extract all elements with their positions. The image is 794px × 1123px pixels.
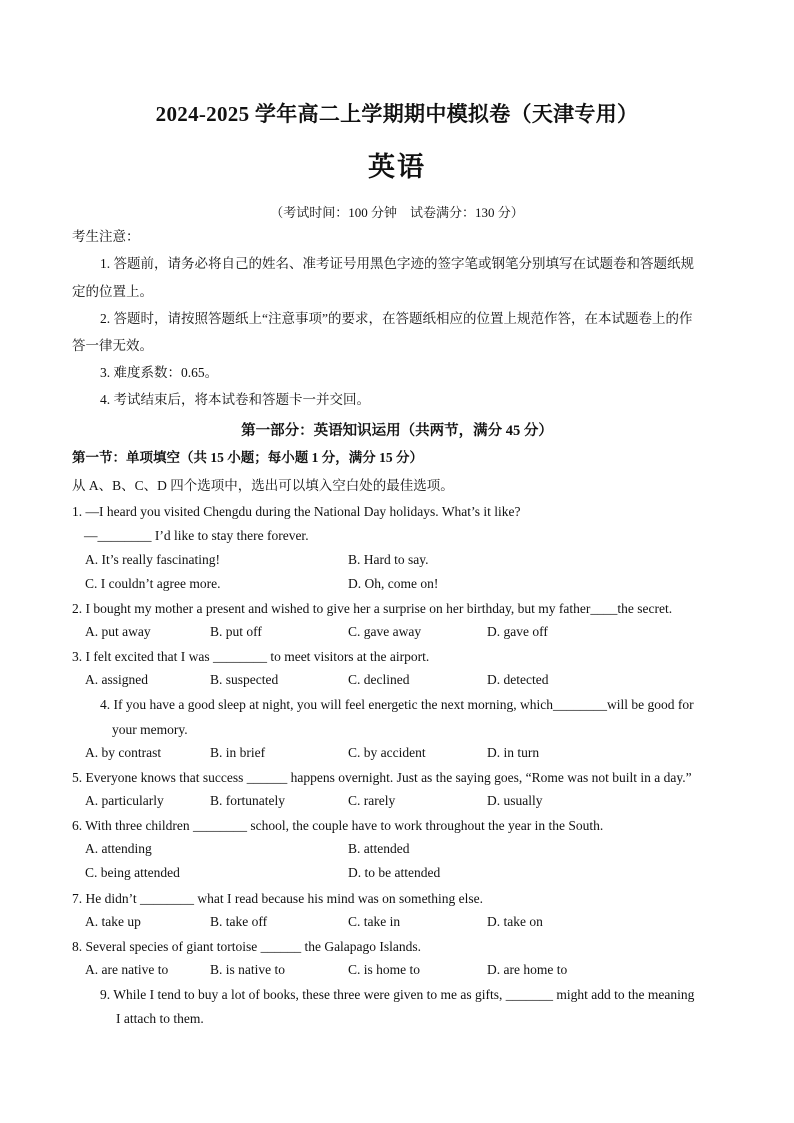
question-8-option-c: C. is home to	[348, 962, 421, 977]
note-2-line-2: 答一律无效。	[72, 338, 153, 353]
question-7-option-c: C. take in	[348, 914, 401, 929]
question-2-option-a: A. put away	[85, 624, 151, 639]
question-2-option-c: C. gave away	[348, 624, 422, 639]
question-3-option-c: C. declined	[348, 672, 410, 687]
question-7-option-a: A. take up	[85, 914, 141, 929]
question-6-option-c: C. being attended	[85, 865, 180, 880]
note-3: 3. 难度系数：0.65。	[100, 365, 219, 380]
subject-title: 英语	[368, 152, 426, 182]
exam-info: （考试时间：100 分钟 试卷满分：130 分）	[270, 205, 524, 220]
question-7-option-b: B. take off	[210, 914, 268, 929]
note-4: 4. 考试结束后，将本试卷和答题卡一并交回。	[100, 392, 370, 407]
question-1-option-d: D. Oh, come on!	[348, 576, 439, 591]
question-5-option-d: D. usually	[487, 793, 543, 808]
exam-title: 2024-2025 学年高二上学期期中模拟卷（天津专用）	[155, 102, 639, 126]
note-1-line-1: 1. 答题前，请务必将自己的姓名、准考证号用黑色字迹的签字笔或钢笔分别填写在试题卷和答题纸规	[100, 256, 694, 271]
question-5-option-c: C. rarely	[348, 793, 396, 808]
question-8-option-d: D. are home to	[487, 962, 568, 977]
question-3-option-a: A. assigned	[85, 672, 148, 687]
question-5-stem: 5. Everyone knows that success ______ happens overnight. Just as the saying goes, “Rome was not built in a day.”	[72, 770, 692, 785]
section1-heading: 第一节：单项填空（共 15 小题；每小题 1 分，满分 15 分）	[72, 450, 423, 465]
notes-heading: 考生注意：	[72, 229, 140, 244]
question-4-option-a: A. by contrast	[85, 745, 162, 760]
question-1-option-b: B. Hard to say.	[348, 552, 429, 567]
question-7-stem: 7. He didn’t ________ what I read because his mind was on something else.	[72, 891, 484, 906]
question-6-option-b: B. attended	[348, 841, 410, 856]
question-8-option-a: A. are native to	[85, 962, 169, 977]
question-2-stem: 2. I bought my mother a present and wished to give her a surprise on her birthday, but my father____the secret.	[72, 601, 673, 616]
question-4-option-d: D. in turn	[487, 745, 540, 760]
question-3-option-d: D. detected	[487, 672, 549, 687]
question-4-stem: 4. If you have a good sleep at night, you will feel energetic the next morning, which________will be good for	[100, 697, 694, 712]
question-4-stem-cont: your memory.	[112, 722, 188, 737]
note-2-line-1: 2. 答题时，请按照答题纸上“注意事项”的要求，在答题纸相应的位置上规范作答，在本试题卷上的作	[100, 311, 693, 326]
question-3-option-b: B. suspected	[210, 672, 279, 687]
question-6-option-a: A. attending	[85, 841, 152, 856]
question-1-option-c: C. I couldn’t agree more.	[85, 576, 221, 591]
question-1-option-a: A. It’s really fascinating!	[85, 552, 220, 567]
question-6-stem: 6. With three children ________ school, the couple have to work throughout the year in the South.	[72, 818, 604, 833]
question-8-option-b: B. is native to	[210, 962, 285, 977]
question-1-reply: —________ I’d like to stay there forever.	[84, 528, 309, 543]
question-9-stem: 9. While I tend to buy a lot of books, these three were given to me as gifts, _______ might add to the meaning	[100, 987, 695, 1002]
question-9-stem-cont: I attach to them.	[116, 1011, 204, 1026]
question-1-stem: 1. —I heard you visited Chengdu during the National Day holidays. What’s it like?	[72, 504, 521, 519]
question-4-option-c: C. by accident	[348, 745, 426, 760]
section1-instruction: 从 A、B、C、D 四个选项中，选出可以填入空白处的最佳选项。	[72, 478, 454, 493]
question-4-option-b: B. in brief	[210, 745, 266, 760]
question-8-stem: 8. Several species of giant tortoise ______ the Galapago Islands.	[72, 939, 422, 954]
question-2-option-d: D. gave off	[487, 624, 548, 639]
note-1-line-2: 定的位置上。	[72, 284, 153, 299]
question-3-stem: 3. I felt excited that I was ________ to meet visitors at the airport.	[72, 649, 430, 664]
question-5-option-a: A. particularly	[85, 793, 164, 808]
question-5-option-b: B. fortunately	[210, 793, 285, 808]
question-6-option-d: D. to be attended	[348, 865, 441, 880]
question-2-option-b: B. put off	[210, 624, 262, 639]
part1-heading: 第一部分：英语知识运用（共两节，满分 45 分）	[241, 423, 553, 439]
question-7-option-d: D. take on	[487, 914, 543, 929]
